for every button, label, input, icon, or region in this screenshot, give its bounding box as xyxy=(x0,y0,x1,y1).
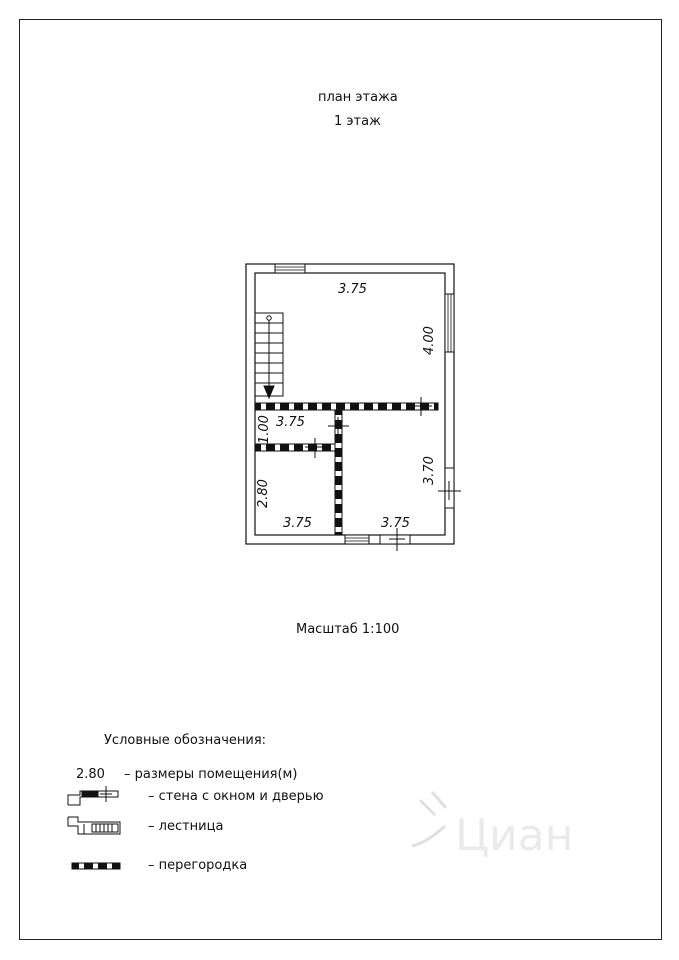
legend-partition-desc: – перегородка xyxy=(148,858,248,873)
door-right xyxy=(438,468,461,508)
dim-right-h: 3.75 xyxy=(381,516,410,531)
legend-dimensions-desc: – размеры помещения(м) xyxy=(124,767,298,782)
legend-stair-icon xyxy=(68,817,120,834)
window-top xyxy=(275,264,305,273)
watermark-logo xyxy=(412,792,446,846)
window-right xyxy=(445,294,454,352)
legend-stair-desc: – лестница xyxy=(148,819,224,834)
dim-left-v: 2.80 xyxy=(256,479,271,508)
floor-label: 1 этаж xyxy=(334,114,381,129)
partition-vertical xyxy=(328,410,349,535)
window-bottom xyxy=(345,535,369,544)
dim-corridor-v: 1.00 xyxy=(257,415,272,444)
dim-top: 3.75 xyxy=(338,282,367,297)
partition-main xyxy=(255,397,438,416)
dim-left-h: 3.75 xyxy=(283,516,312,531)
legend-wall-icon xyxy=(68,786,118,805)
legend-wall-desc: – стена с окном и дверью xyxy=(148,789,324,804)
legend-sample-value: 2.80 xyxy=(76,767,105,782)
legend-partition-icon xyxy=(72,863,120,869)
legend-title: Условные обозначения: xyxy=(104,733,267,748)
dim-corridor-h: 3.75 xyxy=(276,415,305,430)
door-bottom xyxy=(380,528,410,551)
scale-label: Масштаб 1:100 xyxy=(296,622,400,637)
plan-title: план этажа xyxy=(318,90,398,105)
staircase xyxy=(255,313,283,398)
watermark-text: Циан xyxy=(455,810,574,861)
dim-right-top: 4.00 xyxy=(422,326,437,355)
dim-right-v: 3.70 xyxy=(422,456,437,485)
